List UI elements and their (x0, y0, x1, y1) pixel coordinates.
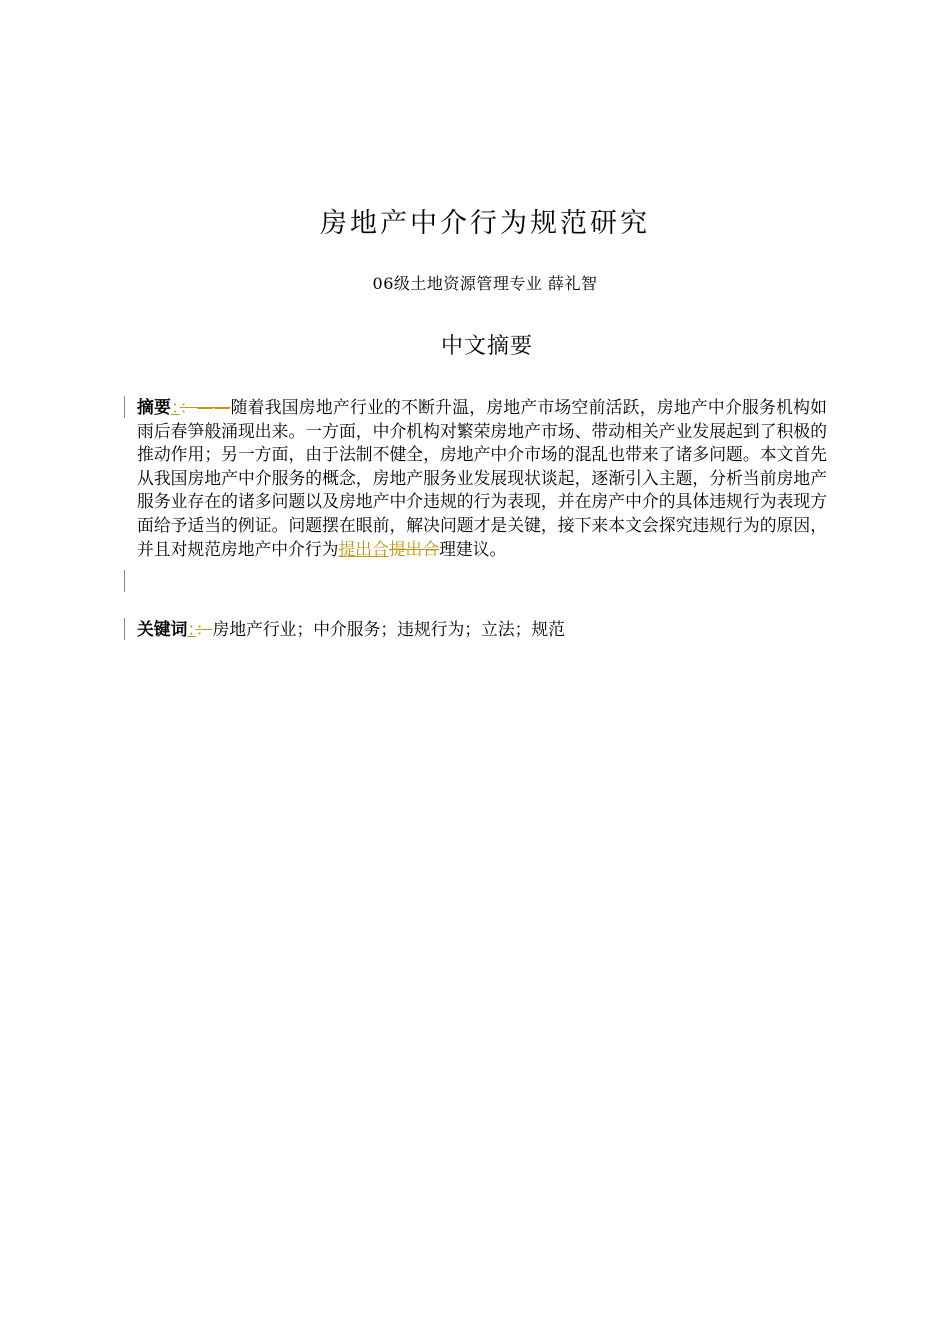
abstract-text-end: 理建议。 (439, 538, 507, 559)
change-bar-keywords (124, 618, 125, 640)
abstract-inserted-phrase: 提出合 (338, 538, 389, 559)
abstract-deleted-colon: ：—— (179, 397, 231, 417)
keywords-paragraph[interactable] (137, 618, 827, 642)
abstract-inserted-colon: ： (171, 397, 180, 417)
keywords-inserted-colon: ： (187, 619, 196, 639)
keywords-text: 房地产行业；中介服务；违规行为；立法；规范 (212, 619, 565, 639)
author-line: 06级土地资源管理专业 薛礼智 (372, 274, 598, 293)
change-bar-abstract-bottom (124, 570, 125, 592)
change-bar-abstract-top (124, 396, 125, 418)
keywords-label: 关键词 (137, 619, 188, 639)
abstract-deleted-phrase: 提出合 (388, 538, 440, 559)
abstract-paragraph[interactable] (137, 396, 827, 561)
keywords-deleted-colon: ： (195, 619, 213, 639)
section-heading: 中文摘要 (440, 334, 533, 359)
abstract-text: 随着我国房地产行业的不断升温，房地产市场空前活跃，房地产中介服务机构如雨后春笋般涌现出来。一方面，中介机构对繁荣房地产市场、带动相关产业发展起到了积极的推动作用；另一方面，由于法制不健全，房地产中介市场的混乱也带来了诸多问题。本文首先从我国房地产中介服务的概念，房地产服务业发展现状谈起，逐渐引入主题，分析当前房地产服务业存在的诸多问题以及房地产中介违规的行为表现，并在房产中介的具体违规行为表现方面给予适当的例证。问题摆在眼前，解决问题才是关键，接下来本文会探究违规行为的原因，并且对规范房地产中介行为 (137, 397, 827, 559)
document-title: 房地产中介行为规范研究 (320, 208, 650, 239)
abstract-label: 摘要 (137, 397, 172, 417)
